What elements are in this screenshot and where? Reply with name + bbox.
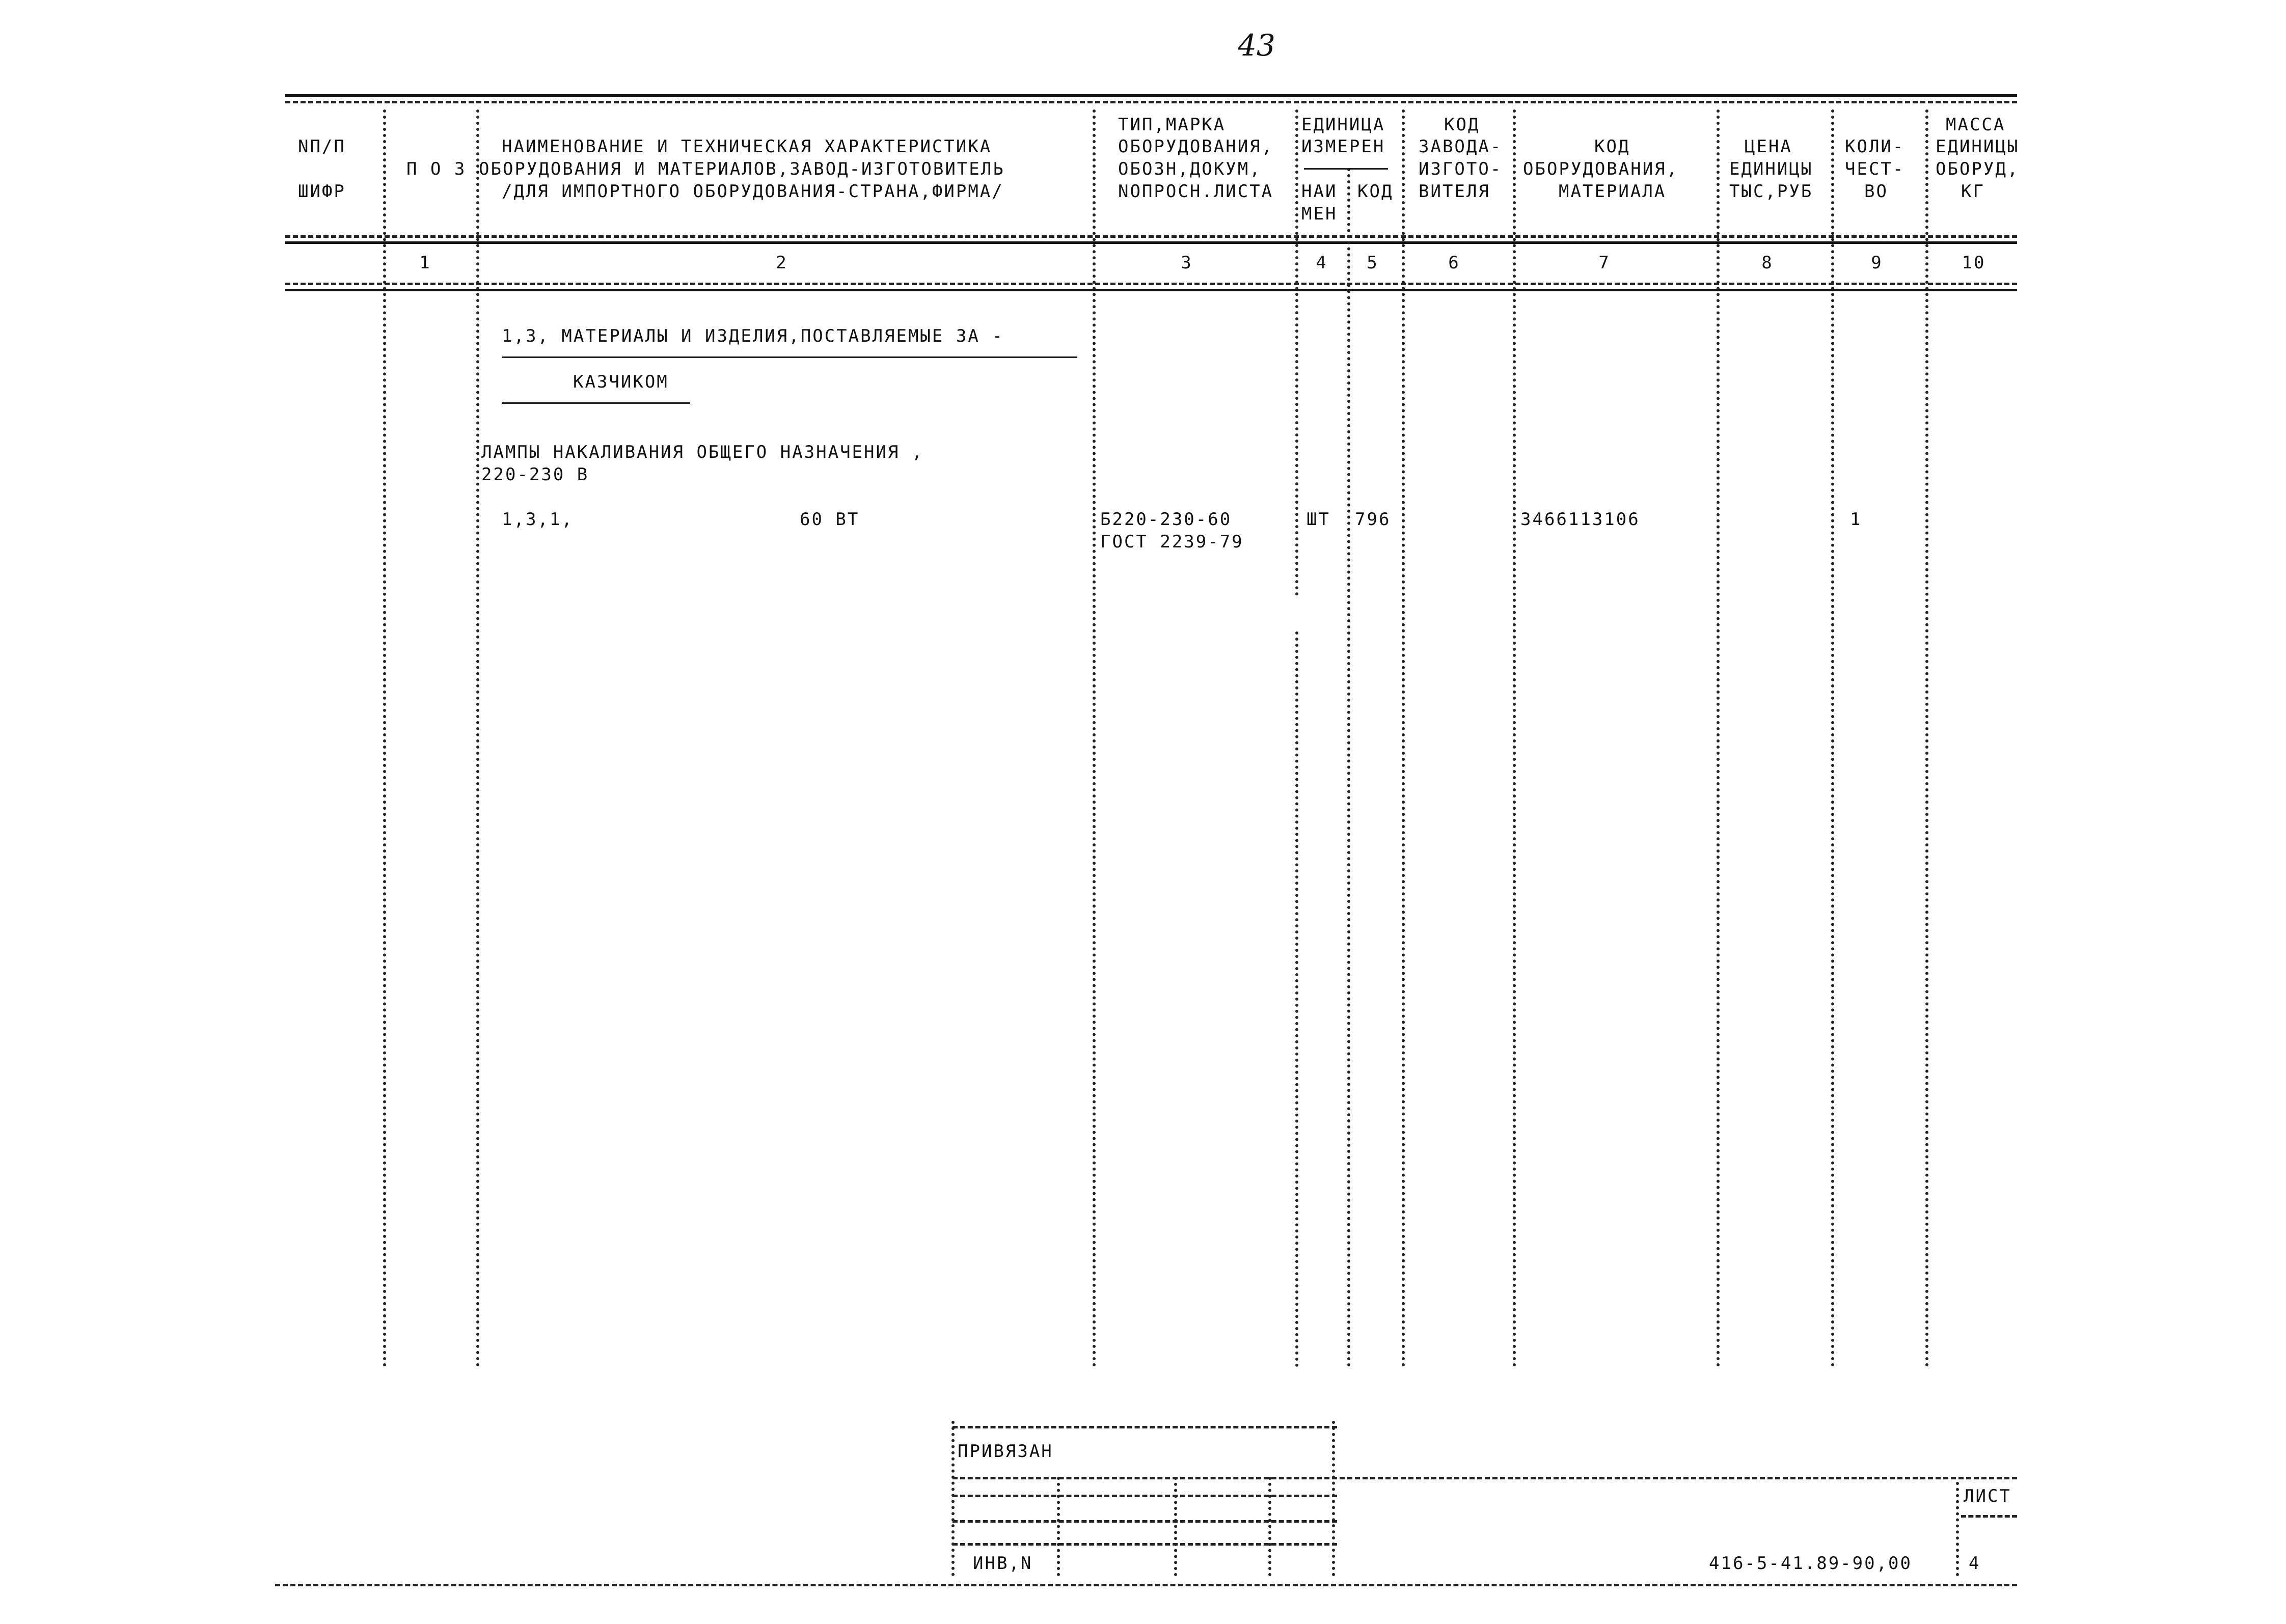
colnum-9: 9 [1871,253,1883,273]
header-col-code-1: КОД [1594,136,1630,157]
header-col-price-1: ЦЕНА [1745,136,1792,157]
header-col-mfr-1: КОД [1444,115,1480,135]
header-col-qty-1: КОЛИ- [1845,136,1905,157]
stamp-rule-right [1340,1477,2017,1479]
colnum-2: 2 [776,253,788,273]
header-top-rule-2 [285,101,2017,103]
row-qty: 1 [1850,509,1862,530]
stamp-sep-2 [1174,1477,1177,1576]
section-title-underline-2 [502,402,690,404]
header-col-type-4: NОПРОСН.ЛИСТА [1118,181,1274,202]
colnum-4: 4 [1316,253,1328,273]
colnum-7: 7 [1598,253,1611,273]
header-col-np-2: ШИФР [298,181,346,202]
col-sep-4b [1295,631,1298,1367]
header-unit-rule [1304,168,1388,170]
stamp-rule-1 [953,1477,1337,1479]
stamp-sep-1 [1057,1477,1060,1576]
header-col-price-3: ТЫС,РУБ [1729,181,1813,202]
colnum-5: 5 [1367,253,1379,273]
header-col-unit-name-1: НАИ [1301,181,1338,202]
stamp-sheet-rule [1961,1515,2017,1518]
header-col-qty-2: ЧЕСТ- [1845,159,1905,179]
header-col-poz: П О З [406,159,467,179]
row-pos: 1,3,1, [502,509,574,530]
row-type-line-2: ГОСТ 2239-79 [1100,532,1244,552]
group-line-2: 220-230 В [481,464,589,485]
stamp-rule-2 [953,1495,1337,1497]
colnum-3: 3 [1181,253,1193,273]
colnum-6: 6 [1448,253,1460,273]
stamp-rule-4 [953,1543,1337,1546]
header-col-mfr-3: ИЗГОТО- [1419,159,1503,179]
colnum-1: 1 [419,253,431,273]
stamp-sheet-label: ЛИСТ [1964,1486,2011,1506]
row-code: 3466113106 [1520,509,1640,530]
header-col-unit-2: ИЗМЕРЕН [1301,136,1385,157]
group-line-1: ЛАМПЫ НАКАЛИВАНИЯ ОБЩЕГО НАЗНАЧЕНИЯ , [481,442,924,462]
colnum-top-rule [285,235,2017,238]
header-col-mass-1: МАССА [1946,115,2006,135]
header-col-mfr-2: ЗАВОДА- [1419,136,1503,157]
header-col-unit: ЕДИНИЦА [1301,115,1385,135]
header-top-rule [285,94,2017,97]
header-col-name-3: /ДЛЯ ИМПОРТНОГО ОБОРУДОВАНИЯ-СТРАНА,ФИРМА/ [502,181,1004,202]
col-sep-10 [1925,109,1928,1367]
col-sep-1 [383,109,386,1367]
header-col-code-2: ОБОРУДОВАНИЯ, [1523,159,1679,179]
col-sep-4 [1295,109,1298,596]
header-col-price-2: ЕДИНИЦЫ [1729,159,1813,179]
section-title-line-2: КАЗЧИКОМ [573,372,669,392]
header-col-mfr-4: ВИТЕЛЯ [1419,181,1490,202]
colnum-top-rule-2 [285,241,2017,244]
header-col-type-1: ТИП,МАРКА [1118,115,1226,135]
header-col-np-1: NП/П [298,136,346,157]
body-top-rule [285,283,2017,285]
stamp-top-rule [953,1426,1337,1428]
stamp-privyazan: ПРИВЯЗАН [958,1441,1053,1462]
colnum-8: 8 [1761,253,1774,273]
header-col-mass-3: ОБОРУД, [1936,159,2020,179]
section-title-line-1: 1,3, МАТЕРИАЛЫ И ИЗДЕЛИЯ,ПОСТАВЛЯЕМЫЕ ЗА - [502,326,1004,346]
stamp-sep-3 [1268,1477,1271,1576]
header-col-mass-2: ЕДИНИЦЫ [1936,136,2020,157]
header-col-name-2: ОБОРУДОВАНИЯ И МАТЕРИАЛОВ,ЗАВОД-ИЗГОТОВИТЕЛЬ [479,159,1005,179]
stamp-doc-code: 416-5-41.89-90,00 [1709,1553,1912,1574]
row-unit-code: 796 [1355,509,1391,530]
stamp-sep-4 [1332,1421,1335,1576]
body-top-rule-2 [285,289,2017,291]
header-col-mass-4: КГ [1961,181,1985,202]
row-type-line-1: Б220-230-60 [1100,509,1232,530]
header-col-type-3: ОБОЗН,ДОКУМ, [1118,159,1262,179]
stamp-sep-0 [951,1421,955,1576]
col-sep-6 [1402,109,1405,1367]
section-title-underline-1 [502,356,1077,358]
bottom-rule [275,1584,2017,1586]
colnum-10: 10 [1962,253,1986,273]
stamp-sep-sheet [1956,1482,1959,1576]
header-col-qty-3: ВО [1864,181,1888,202]
header-col-type-2: ОБОРУДОВАНИЯ, [1118,136,1274,157]
stamp-rule-3 [953,1520,1337,1523]
header-col-unit-code: КОД [1357,181,1394,202]
col-sep-8 [1717,109,1720,1367]
header-col-unit-name-2: МЕН [1301,204,1338,224]
col-sep-7 [1513,109,1516,1367]
col-sep-2 [476,109,479,1367]
col-sep-9 [1831,109,1834,1367]
stamp-sheet-no: 4 [1969,1553,1981,1574]
stamp-inv: ИНВ,N [973,1553,1033,1574]
row-unit-name: ШТ [1307,509,1330,530]
header-col-name-1: НАИМЕНОВАНИЕ И ТЕХНИЧЕСКАЯ ХАРАКТЕРИСТИКА [502,136,992,157]
page-number: 43 [1238,28,1275,63]
col-sep-5 [1347,168,1350,1367]
row-power: 60 ВТ [800,509,860,530]
header-col-code-3: МАТЕРИАЛА [1559,181,1667,202]
col-sep-3 [1093,109,1096,1367]
